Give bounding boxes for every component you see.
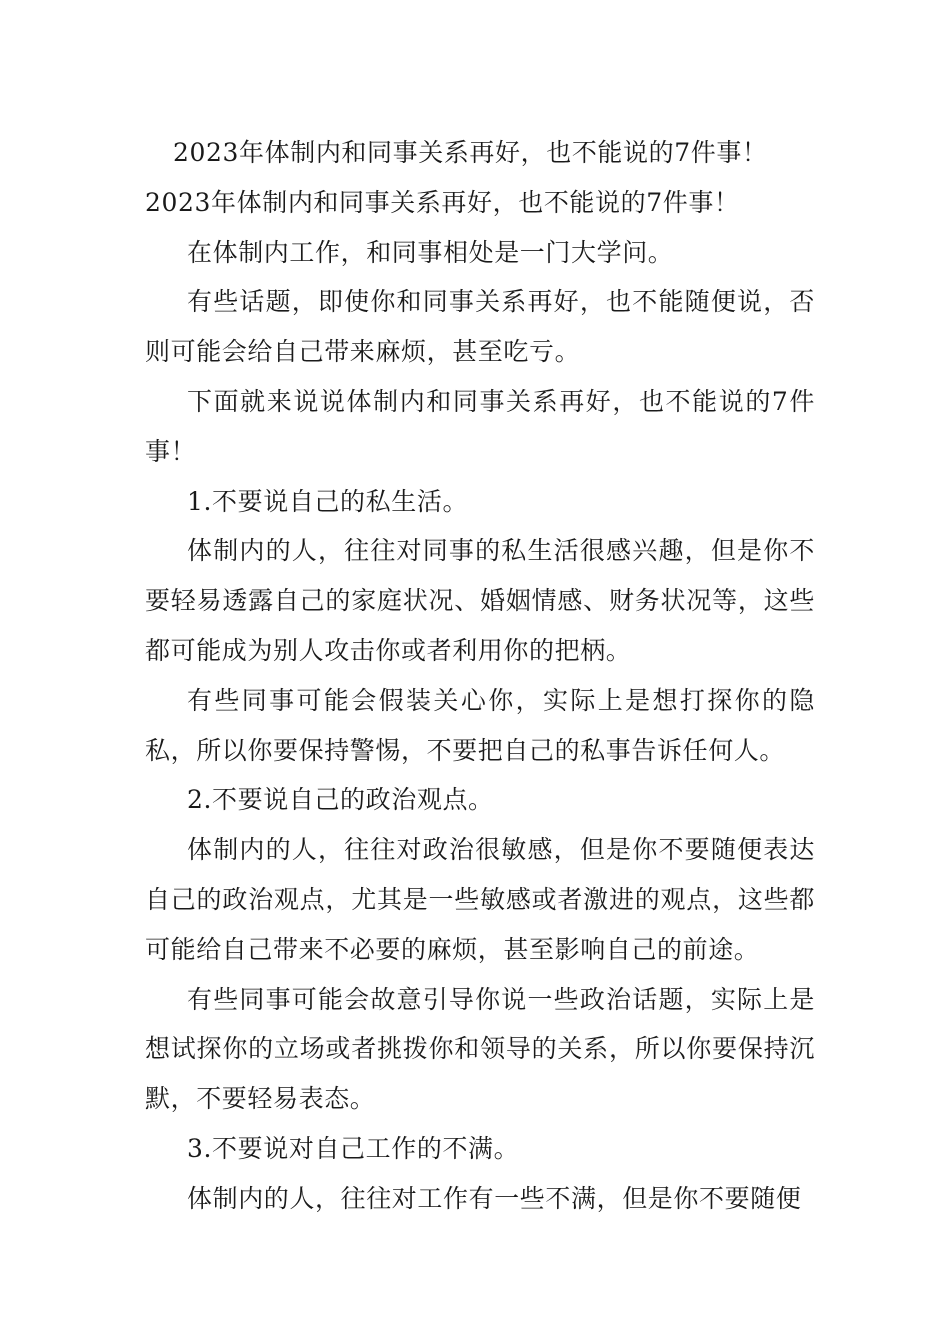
paragraph: 体制内的人，往往对政治很敏感，但是你不要随便表达自己的政治观点，尤其是一些敏感或者激进的观点，这些都可能给自己带来不必要的麻烦，甚至影响自己的前途。 <box>145 835 815 964</box>
paragraph: 下面就来说说体制内和同事关系再好，也不能说的7件事！ <box>145 386 815 466</box>
section-heading-2: 2.不要说自己的政治观点。 <box>187 785 494 815</box>
document-title: 2023年体制内和同事关系再好，也不能说的7件事！ <box>173 138 768 167</box>
paragraph: 体制内的人，往往对工作有一些不满，但是你不要随便 <box>187 1183 802 1213</box>
paragraph: 有些同事可能会假装关心你，实际上是想打探你的隐私，所以你要保持警惕，不要把自己的私事告诉任何人。 <box>145 685 815 765</box>
paragraph-intro: 在体制内工作，和同事相处是一门大学问。 <box>187 237 674 267</box>
document-subtitle: 2023年体制内和同事关系再好，也不能说的7件事！ <box>145 187 740 217</box>
section-heading-1: 1.不要说自己的私生活。 <box>187 486 469 516</box>
paragraph: 有些同事可能会故意引导你说一些政治话题，实际上是想试探你的立场或者挑拨你和领导的关系，所以你要保持沉默，不要轻易表态。 <box>145 984 815 1114</box>
section-heading-3: 3.不要说对自己工作的不满。 <box>187 1133 520 1163</box>
paragraph: 体制内的人，往往对同事的私生活很感兴趣，但是你不要轻易透露自己的家庭状况、婚姻情感、财务状况等，这些都可能成为别人攻击你或者利用你的把柄。 <box>145 536 815 665</box>
document-body <box>145 128 815 1224</box>
paragraph: 有些话题，即使你和同事关系再好，也不能随便说，否则可能会给自己带来麻烦，甚至吃亏。 <box>145 287 815 367</box>
